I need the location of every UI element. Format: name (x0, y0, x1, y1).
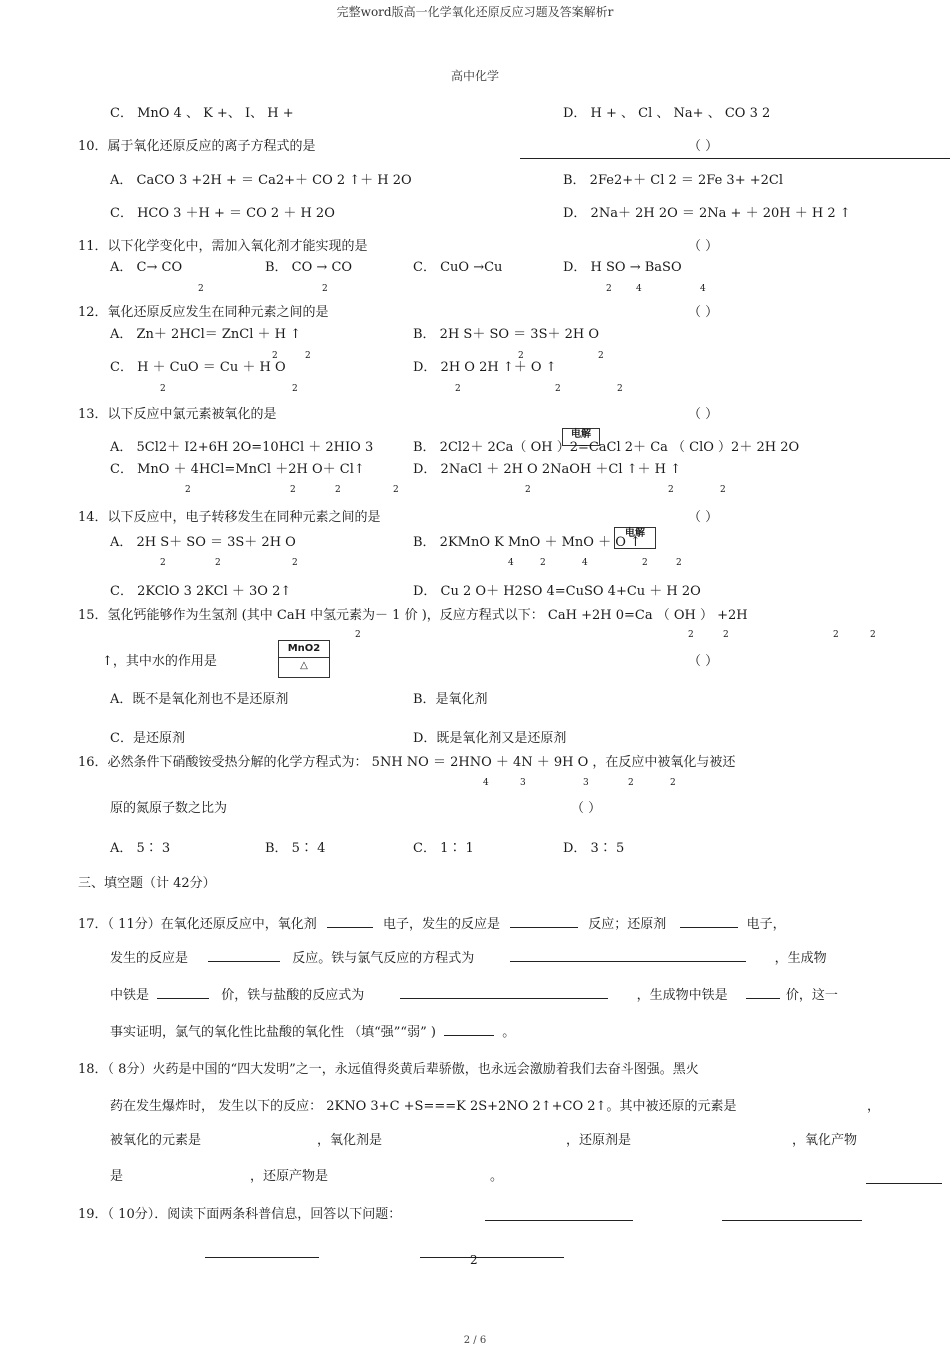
subscript: 2 (198, 284, 204, 294)
q13-option-c: C． MnO ＋ 4HCl=MnCl ＋2H O＋ Cl↑ (110, 462, 365, 477)
q16-stem: 16．必然条件下硝酸铵受热分解的化学方程式为： 5NH NO ＝ 2HNO ＋ 4N ＋ 9H O ，在反应中被氧化与被还 (78, 755, 736, 770)
q14-stem: 14．以下反应中，电子转移发生在同种元素之间的是 (78, 510, 381, 525)
q14-option-a: A． 2H S＋ SO ＝ 3S＋ 2H O (110, 535, 296, 550)
q10-option-b: B． 2Fe2+＋ Cl 2 ＝ 2Fe 3+ +2Cl (563, 173, 783, 188)
subscript: 2 (555, 384, 561, 394)
q18-line-3b: ，氧化剂是 (317, 1133, 383, 1148)
subscript: 3 (520, 778, 526, 788)
subscript: 2 (272, 351, 278, 361)
subscript: 2 (540, 558, 546, 568)
q12-option-d: D． 2H O 2H ↑＋ O ↑ (413, 360, 557, 375)
q15-option-c: C．是还原剂 (110, 731, 185, 746)
q19-stem: 19．（ 10分）．阅读下面两条科普信息，回答以下问题： (78, 1207, 402, 1222)
q18-line-2a: 药在发生爆炸时， 发生以下的反应： 2KNO 3+C +S===K 2S+2NO 2↑+CO 2↑。其中被还原的元素是 (110, 1099, 737, 1114)
subscript: 2 (160, 558, 166, 568)
subscript: 2 (525, 485, 531, 495)
q18-line-3d: ，氧化产物 (792, 1133, 858, 1148)
q11-option-b: B． CO → CO (265, 260, 353, 275)
q18-line-4b: ，还原产物是 (250, 1169, 329, 1184)
q16-option-c: C． 1∶ 1 (413, 841, 474, 856)
subscript: 2 (292, 384, 298, 394)
blank-strong-weak[interactable] (444, 1023, 494, 1036)
blank-fe-cl2-equation[interactable] (510, 949, 746, 962)
blank-fe-valence-1[interactable] (157, 986, 209, 999)
subscript: 2 (668, 485, 674, 495)
q15-option-a: A．既不是氧化剂也不是还原剂 (110, 692, 289, 707)
q13-paren: （ ） (688, 407, 719, 422)
q10-stem: 10．属于氧化还原反应的离子方程式的是 (78, 139, 316, 154)
answer-blank-line[interactable] (722, 1220, 862, 1221)
q15-option-b: B．是氧化剂 (413, 692, 488, 707)
subscript: 2 (598, 351, 604, 361)
q11-option-d: D． H SO → BaSO (563, 260, 682, 275)
answer-blank-line[interactable] (205, 1257, 319, 1258)
subscript: 4 (700, 284, 706, 294)
subscript: 2 (670, 778, 676, 788)
subscript: 2 (322, 284, 328, 294)
q10-option-d: D． 2Na＋ 2H 2O ＝ 2Na + ＋ 20H ＋ H 2 ↑ (563, 206, 851, 221)
section-heading: 三、填空题（计 42分） (78, 876, 216, 891)
q16-option-a: A． 5∶ 3 (110, 841, 171, 856)
blank-reductant-reaction[interactable] (208, 949, 280, 962)
q17-line-4: 事实证明，氯气的氧化性比盐酸的氧化性 （填“强”“弱” ) 。 (110, 1025, 516, 1040)
q16-paren: （ ） (571, 801, 602, 816)
q18-line-4c: 。 (490, 1169, 504, 1184)
subscript: 2 (642, 558, 648, 568)
q18-line-3a: 被氧化的元素是 (110, 1133, 202, 1148)
q17-line-2: 发生的反应是 反应。铁与氯气反应的方程式为 ，生成物 (110, 951, 827, 966)
q11-option-a: A． C→ CO (110, 260, 183, 275)
q16-continuation: 原的氮原子数之比为 (110, 801, 228, 816)
q15-continuation: ↑，其中水的作用是 (102, 654, 217, 669)
q15-paren: （ ） (688, 654, 719, 669)
q17-line-1: 17．（ 11分）在氧化还原反应中，氧化剂 电子，发生的反应是 反应；还原剂 电子， (78, 917, 786, 932)
q10-option-a: A． CaCO 3 +2H + ＝ Ca2+＋ CO 2 ↑＋ H 2O (110, 173, 412, 188)
subscript: 2 (688, 630, 694, 640)
q11-paren: （ ） (688, 239, 719, 254)
subscript: 2 (290, 485, 296, 495)
fragment-text: 2 (470, 1253, 478, 1267)
q13-stem: 13．以下反应中氯元素被氧化的是 (78, 407, 277, 422)
subscript: 2 (628, 778, 634, 788)
answer-blank-line[interactable] (420, 1257, 564, 1258)
electrolysis-condition-label: 电解 (562, 428, 600, 446)
subscript: 2 (617, 384, 623, 394)
q18-line-3c: ，还原剂是 (566, 1133, 632, 1148)
subscript: 4 (508, 558, 514, 568)
q10-option-c: C． HCO 3 ＋H + ＝ CO 2 ＋ H 2O (110, 206, 335, 221)
answer-blank-line[interactable] (866, 1183, 942, 1184)
subscript: 2 (160, 384, 166, 394)
subscript: 2 (833, 630, 839, 640)
subscript: 2 (215, 558, 221, 568)
blank-reductant-electrons[interactable] (680, 915, 738, 928)
q11-stem: 11．以下化学变化中，需加入氧化剂才能实现的是 (78, 239, 368, 254)
q12-option-b: B． 2H S＋ SO ＝ 3S＋ 2H O (413, 327, 599, 342)
q14-option-d: D． Cu 2 O＋ H2SO 4=CuSO 4+Cu ＋ H 2O (413, 584, 701, 599)
subscript: 2 (720, 485, 726, 495)
subscript: 2 (355, 630, 361, 640)
q9-option-c: C． MnO 4 、 K +、 I、 H + (110, 106, 294, 121)
q12-option-c: C． H ＋ CuO ＝ Cu ＋ H O (110, 360, 286, 375)
subscript: 2 (870, 630, 876, 640)
q9-option-d: D． H + 、 Cl 、 Na+ 、 CO 3 2 (563, 106, 771, 121)
q14-paren: （ ） (688, 510, 719, 525)
q10-paren: （ ） (688, 139, 719, 154)
subscript: 2 (393, 485, 399, 495)
subject-header: 高中化学 (450, 69, 499, 83)
q15-stem: 15．氢化钙能够作为生氢剂 (其中 CaH 中氢元素为－ 1 价 )，反应方程式以下： CaH +2H 0=Ca （ OH ） +2H (78, 608, 748, 623)
subscript: 2 (305, 351, 311, 361)
q16-option-b: B． 5∶ 4 (265, 841, 326, 856)
q11-option-c: C． CuO →Cu (413, 260, 503, 275)
q18-line-4a: 是 (110, 1169, 124, 1184)
subscript: 2 (185, 485, 191, 495)
q18-line-2b: ， (867, 1099, 881, 1114)
q14-option-b: B． 2KMnO K MnO ＋ MnO ＋ O ↑ (413, 535, 641, 550)
q13-option-d: D． 2NaCl ＋ 2H O 2NaOH ＋Cl ↑＋ H ↑ (413, 462, 681, 477)
subscript: 2 (335, 485, 341, 495)
subscript: 2 (723, 630, 729, 640)
q12-option-a: A． Zn＋ 2HCl＝ ZnCl ＋ H ↑ (110, 327, 302, 342)
subscript: 4 (582, 558, 588, 568)
answer-blank-line[interactable] (485, 1220, 633, 1221)
electrolysis-condition-label: 电解 (614, 527, 656, 549)
q16-option-d: D． 3∶ 5 (563, 841, 625, 856)
q12-paren: （ ） (688, 305, 719, 320)
blank-fe-valence-2[interactable] (746, 986, 780, 999)
q17-line-3: 中铁是 价，铁与盐酸的反应式为 ，生成物中铁是 价，这一 (110, 988, 838, 1003)
subscript: 3 (583, 778, 589, 788)
document-title: 完整word版高一化学氧化还原反应习题及答案解析r (336, 5, 614, 19)
q13-option-b: B． 2Cl2＋ 2Ca（ OH ）2=CaCl 2＋ Ca （ ClO ）2＋ 2H 2O (413, 440, 800, 455)
subscript: 2 (518, 351, 524, 361)
mno2-heat-condition-label: MnO2 △ (278, 640, 330, 678)
subscript: 2 (676, 558, 682, 568)
subscript: 2 (606, 284, 612, 294)
page-number: 2 / 6 (463, 1335, 487, 1346)
blank-fe-hcl-equation[interactable] (400, 986, 608, 999)
subscript: 4 (636, 284, 642, 294)
blank-oxidant-reaction[interactable] (510, 915, 578, 928)
blank-oxidant-electrons[interactable] (327, 915, 373, 928)
subscript: 2 (455, 384, 461, 394)
q15-option-d: D．既是氧化剂又是还原剂 (413, 731, 567, 746)
subscript: 2 (292, 558, 298, 568)
subscript: 4 (483, 778, 489, 788)
rule-line (520, 158, 950, 159)
q12-stem: 12．氧化还原反应发生在同种元素之间的是 (78, 305, 329, 320)
q18-line-1: 18．（ 8分）火药是中国的“四大发明”之一，永远值得炎黄后辈骄傲，也永远会激励着我们去奋斗图强。黑火 (78, 1062, 699, 1077)
q14-option-c: C． 2KClO 3 2KCl ＋ 3O 2↑ (110, 584, 292, 599)
q13-option-a: A． 5Cl2＋ I2+6H 2O=10HCl ＋ 2HIO 3 (110, 440, 374, 455)
